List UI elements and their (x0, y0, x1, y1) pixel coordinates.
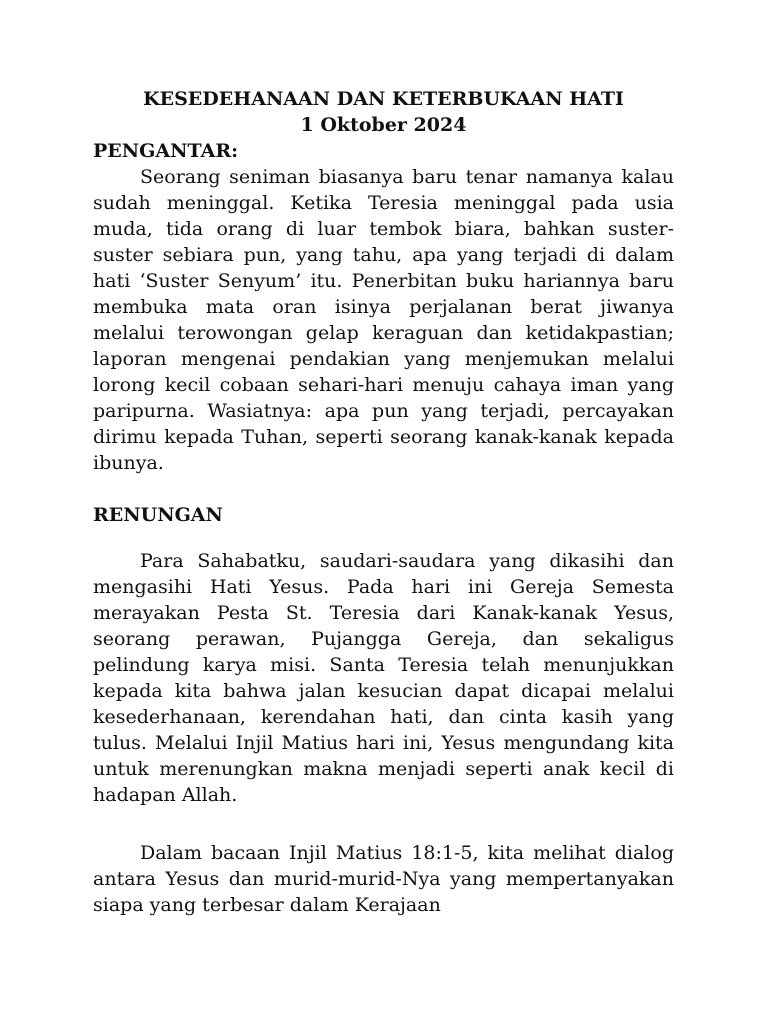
section-heading-pengantar: PENGANTAR: (93, 140, 239, 162)
document-title: KESEDEHANAAN DAN KETERBUKAAN HATI (143, 88, 624, 110)
document-date: 1 Oktober 2024 (300, 114, 467, 136)
intro-paragraph: Seorang seniman biasanya baru tenar namanya kalau sudah meninggal. Ketika Teresia meninggal pada usia muda, tida orang di luar tembok biara, bahkan suster-suster sebiara pun, yang tahu, apa yang terjadi di dalam hati ‘Suster Senyum’ itu. Penerbitan buku hariannya baru membuka mata oran isinya perjalanan berat jiwanya melalui terowongan gelap keraguan dan ketidakpastian; laporan mengenai pendakian yang menjemukan melalui lorong kecil cobaan sehari-hari menuju cahaya iman yang paripurna. Wasiatnya: apa pun yang terjadi, percayakan dirimu kepada Tuhan, seperti seorang kanak-kanak kepada ibunya. (93, 166, 674, 474)
section-heading-renungan: RENUNGAN (93, 504, 223, 526)
document-page (93, 86, 674, 918)
reflection-paragraph-1: Para Sahabatku, saudari-saudara yang dikasihi dan mengasihi Hati Yesus. Pada hari ini Gereja Semesta merayakan Pesta St. Teresia dari Kanak-kanak Yesus, seorang perawan, Pujangga Gereja, dan sekaligus pelindung karya misi. Santa Teresia telah menunjukkan kepada kita bahwa jalan kesucian dapat dicapai melalui kesederhanaan, kerendahan hati, dan cinta kasih yang tulus. Melalui Injil Matius hari ini, Yesus mengundang kita untuk merenungkan makna menjadi seperti anak kecil di hadapan Allah. (93, 550, 674, 806)
reflection-paragraph-2: Dalam bacaan Injil Matius 18:1-5, kita melihat dialog antara Yesus dan murid-murid-Nya yang mempertanyakan siapa yang terbesar dalam Kerajaan (93, 842, 674, 916)
